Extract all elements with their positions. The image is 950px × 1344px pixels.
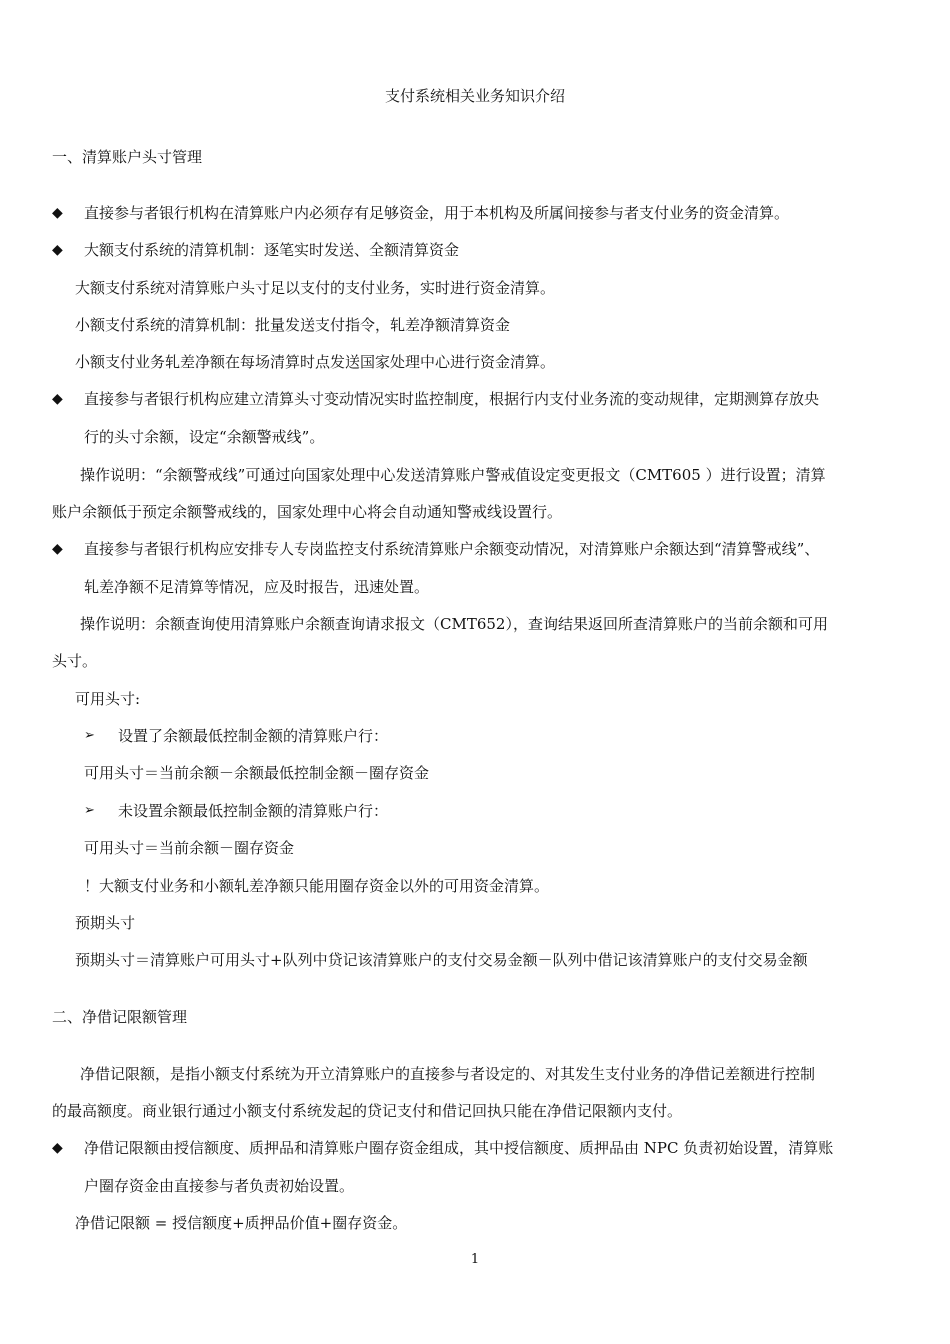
bullet-diamond-icon: ◆ — [52, 205, 63, 221]
sub-item-2: 未设置余额最低控制金额的清算账户行： — [118, 802, 389, 820]
paragraph-13-line-1: 净借记限额，是指小额支付系统为开立清算账户的直接参与者设定的、对其发生支付业务的净借记差额进行控制 — [80, 1065, 816, 1083]
bullet-diamond-icon: ◆ — [52, 541, 63, 557]
arrow-bullet-icon: ➢ — [84, 728, 95, 743]
bullet-diamond-icon: ◆ — [52, 242, 63, 258]
sub-item-1: 设置了余额最低控制金额的清算账户行： — [118, 727, 389, 745]
note: ！大额支付业务和小额轧差净额只能用圈存资金以外的可用资金清算。 — [84, 877, 550, 895]
paragraph-6-line-1: 直接参与者银行机构应建立清算头寸变动情况实时监控制度，根据行内支付业务流的变动规律，定期测算存放央 — [84, 390, 820, 408]
formula-1: 可用头寸＝当前余额－余额最低控制金额－圈存资金 — [84, 764, 430, 782]
paragraph-5: 小额支付业务轧差净额在每场清算时点发送国家处理中心进行资金清算。 — [75, 353, 556, 371]
paragraph-6-line-2: 行的头寸余额，设定“余额警戒线”。 — [84, 428, 325, 446]
paragraph-1: 直接参与者银行机构在清算账户内必须存有足够资金，用于本机构及所属间接参与者支付业务的资金清算。 — [84, 204, 790, 222]
paragraph-7-line-1: 操作说明：“余额警戒线”可通过向国家处理中心发送清算账户警戒值设定变更报文（CMT605 ）进行设置；清算 — [80, 466, 826, 484]
paragraph-2: 大额支付系统的清算机制：逐笔实时发送、全额清算资金 — [84, 241, 460, 259]
paragraph-15: 净借记限额 = 授信额度+质押品价值+圈存资金。 — [75, 1214, 408, 1232]
formula-2: 可用头寸＝当前余额－圈存资金 — [84, 839, 295, 857]
paragraph-13-line-2: 的最高额度。商业银行通过小额支付系统发起的贷记支付和借记回执只能在净借记限额内支付。 — [52, 1102, 683, 1120]
paragraph-3: 大额支付系统对清算账户头寸足以支付的支付业务，实时进行资金清算。 — [75, 279, 556, 297]
section-heading-1: 一、清算账户头寸管理 — [52, 148, 203, 166]
section-heading-2: 二、净借记限额管理 — [52, 1008, 188, 1026]
page-number: 1 — [470, 1252, 480, 1267]
paragraph-9-line-2: 头寸。 — [52, 652, 98, 670]
paragraph-11: 预期头寸 — [75, 914, 136, 932]
paragraph-4: 小额支付系统的清算机制：批量发送支付指令，轧差净额清算资金 — [75, 316, 511, 334]
bullet-diamond-icon: ◆ — [52, 1140, 63, 1156]
arrow-bullet-icon: ➢ — [84, 803, 95, 818]
paragraph-14-line-2: 户圈存资金由直接参与者负责初始设置。 — [84, 1177, 355, 1195]
paragraph-12: 预期头寸＝清算账户可用头寸+队列中贷记该清算账户的支付交易金额－队列中借记该清算账户的支付交易金额 — [75, 951, 808, 969]
paragraph-10: 可用头寸: — [75, 690, 141, 708]
paragraph-14-line-1: 净借记限额由授信额度、质押品和清算账户圈存资金组成，其中授信额度、质押品由 NPC 负责初始设置，清算账 — [84, 1139, 834, 1157]
paragraph-8-line-1: 直接参与者银行机构应安排专人专岗监控支付系统清算账户余额变动情况，对清算账户余额达到“清算警戒线”、 — [84, 540, 820, 558]
paragraph-7-line-2: 账户余额低于预定余额警戒线的，国家处理中心将会自动通知警戒线设置行。 — [52, 503, 563, 521]
paragraph-9-line-1: 操作说明：余额查询使用清算账户余额查询请求报文（CMT652），查询结果返回所查清算账户的当前余额和可用 — [80, 615, 828, 633]
bullet-diamond-icon: ◆ — [52, 391, 63, 407]
document-title: 支付系统相关业务知识介绍 — [384, 87, 565, 105]
paragraph-8-line-2: 轧差净额不足清算等情况，应及时报告，迅速处置。 — [84, 578, 430, 596]
